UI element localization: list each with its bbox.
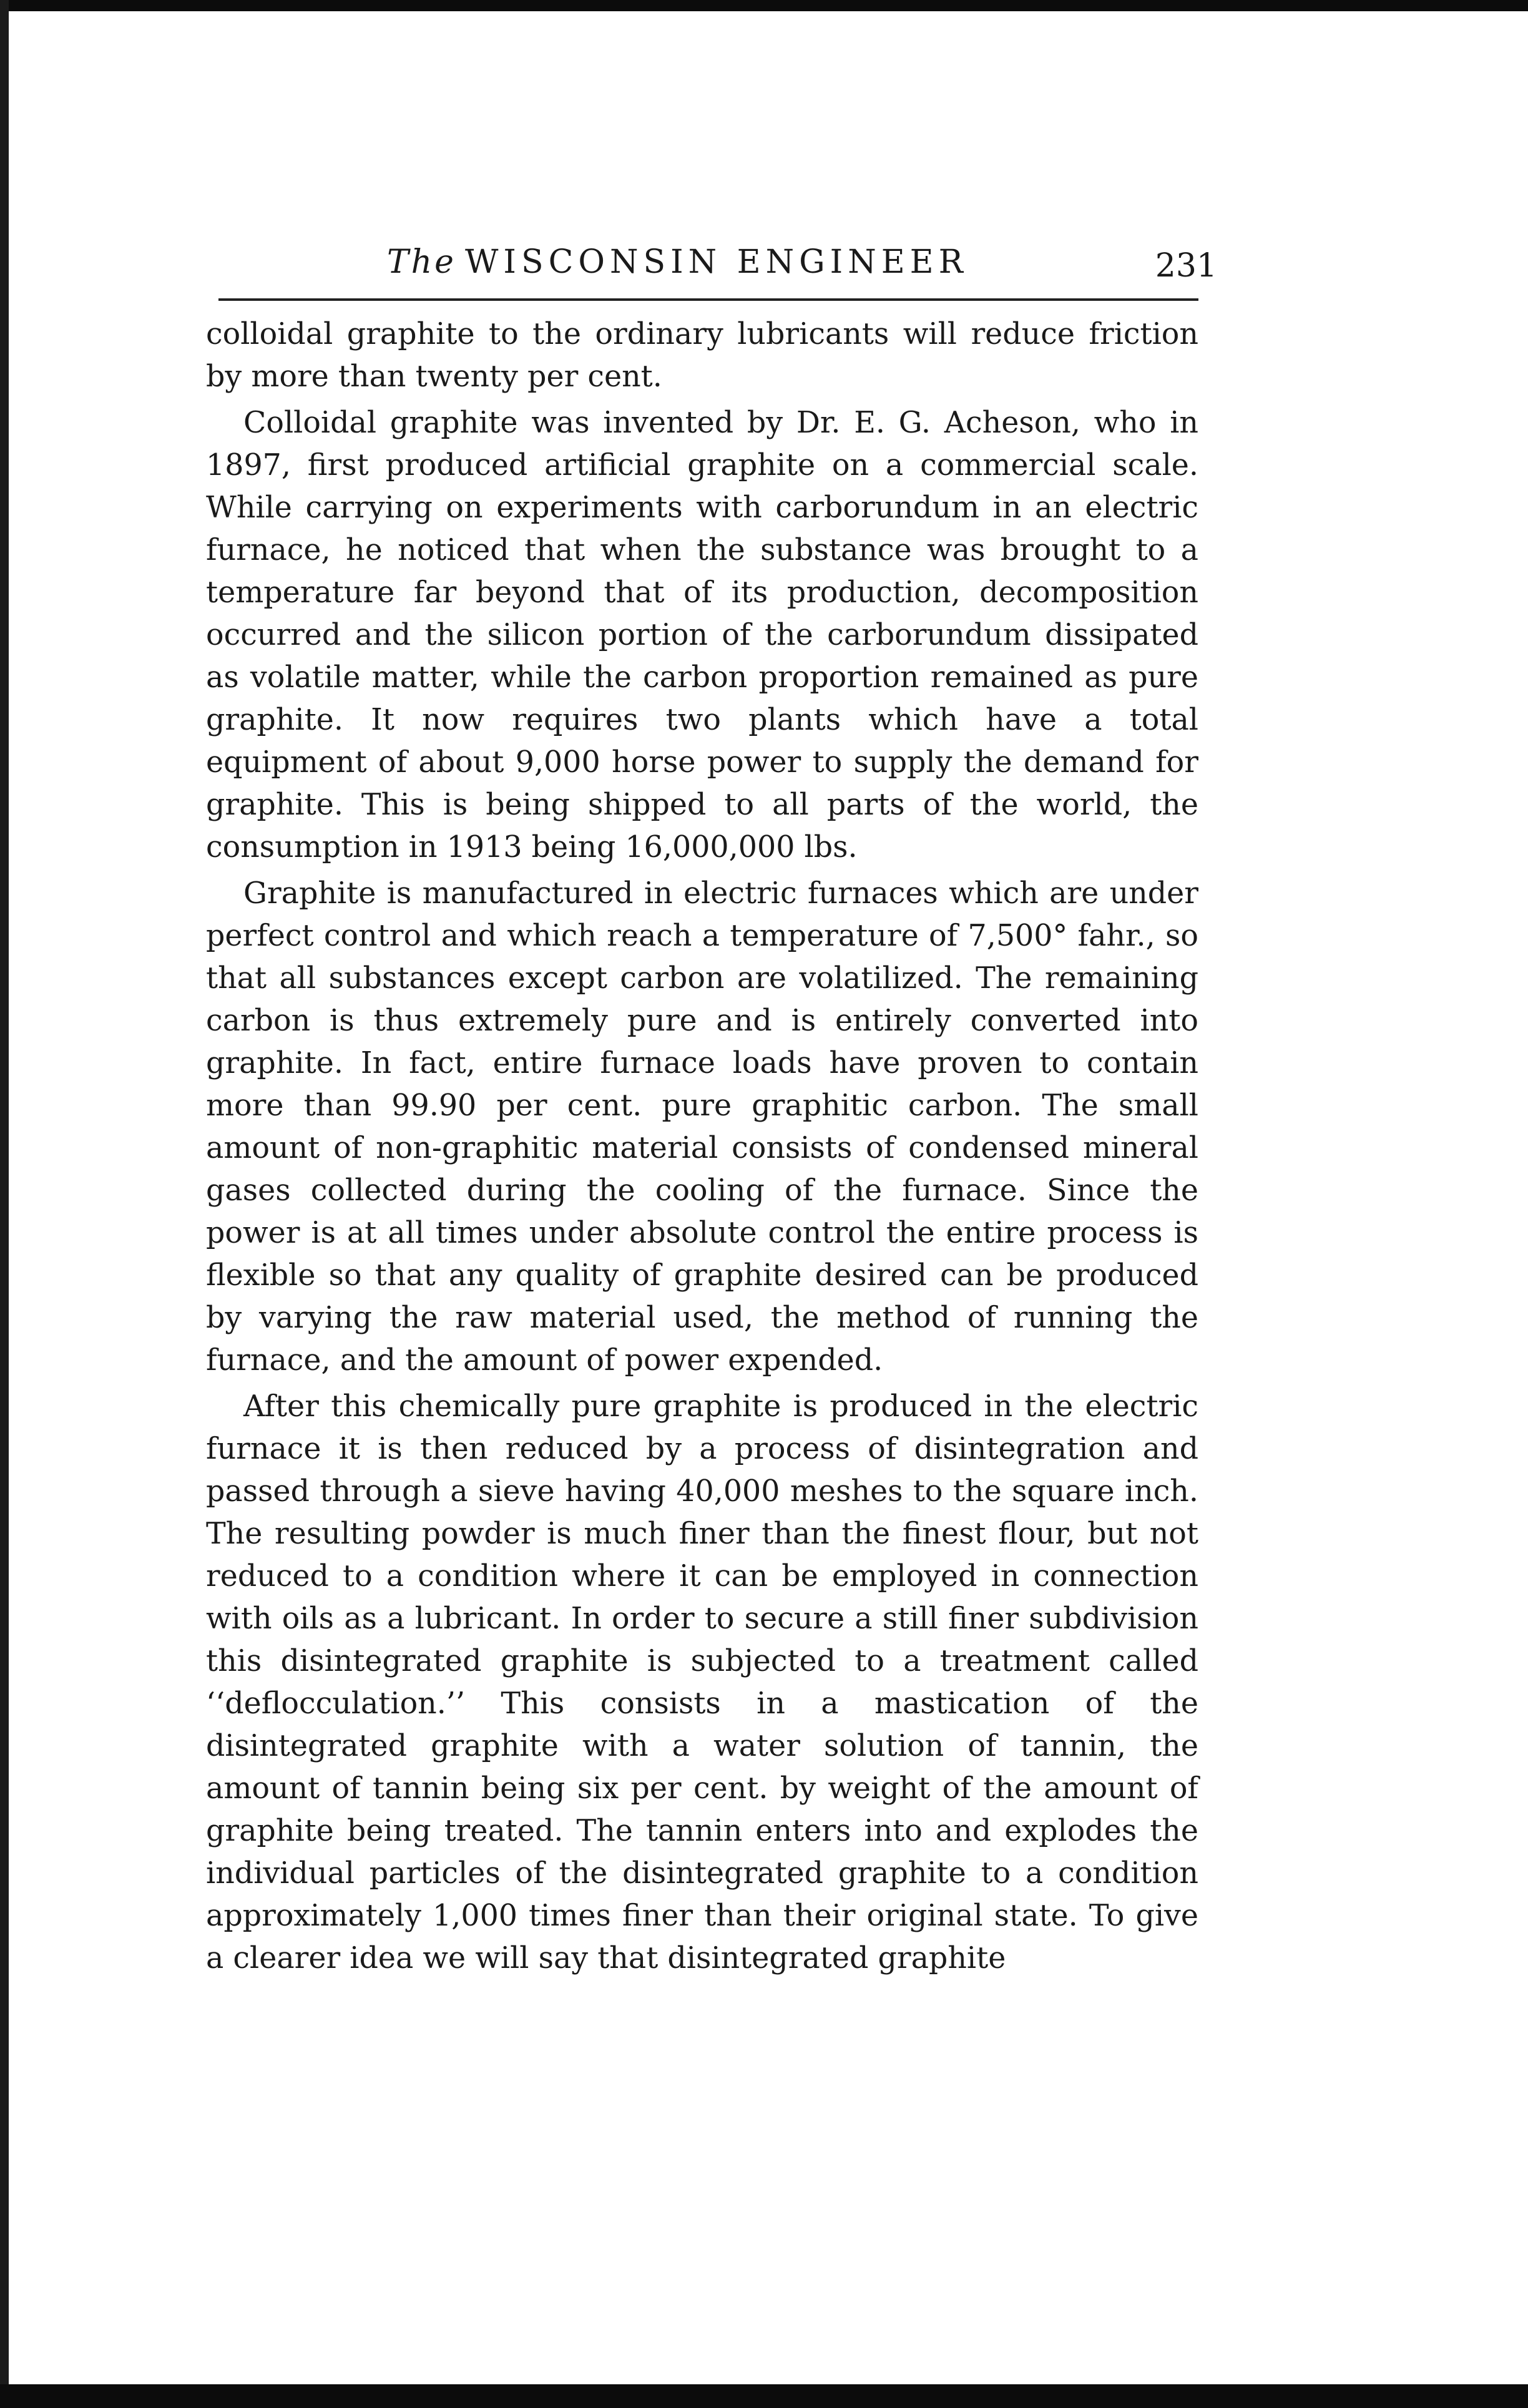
paragraph: Colloidal graphite was invented by Dr. E. G. Acheson, who in 1897, first produced artificial graphite on a commercial scale. While carrying on experiments with carborundum in an electric furnace, he noticed that when the substance was brought to a temperature far beyond that of its production, decomposition occurred and the silicon portion of the carborundum dissipated as volatile matter, while the carbon proportion remained as pure graphite. It now requires two plants which have a total equipment of about 9,000 horse power to supply the demand for graphite. This is being shipped to all parts of the world, the consumption in 1913 being 16,000,000 lbs. [206,406,1198,864]
paragraph: colloidal graphite to the ordinary lubricants will reduce friction by more than twenty per cent. [206,317,1198,394]
running-header [206,243,1217,293]
article-body [206,313,1198,1980]
journal-title [387,243,968,281]
scan-border-bottom [0,2384,1528,2408]
paragraph: Graphite is manufactured in electric furnaces which are under perfect control and which reach a temperature of 7,500° fahr., so that all substances except carbon are volatilized. The remaining carbon is thus extremely pure and is entirely converted into graphite. In fact, entire furnace loads have proven to contain more than 99.90 per cent. pure graphitic carbon. The small amount of non-graphitic material consists of condensed mineral gases collected during the cooling of the furnace. Since the power is at all times under absolute control the entire process is flexible so that any quality of graphite desired can be produced by varying the raw material used, the method of running the furnace, and the amount of power expended. [206,876,1198,1378]
journal-title-name: WISCONSIN ENGINEER [464,243,968,281]
paragraph: After this chemically pure graphite is produced in the electric furnace it is then reduced by a process of disintegration and passed through a sieve having 40,000 meshes to the square inch. The resulting powder is much finer than the finest flour, but not reduced to a condition where it can be employed in connection with oils as a lubricant. In order to secure a still finer subdivision this disintegrated graphite is subjected to a treatment called ‘‘deflocculation.’’ This consists in a mastication of the disintegrated graphite with a water solution of tannin, the amount of tannin being six per cent. by weight of the amount of graphite being treated. The tannin enters into and explodes the individual particles of the disintegrated graphite to a condition approximately 1,000 times finer than their original state. To give a clearer idea we will say that disintegrated graphite [206,1389,1198,1975]
scan-border-left [0,0,9,2408]
header-rule [218,298,1198,301]
journal-title-article: The [387,243,456,281]
page-number: 231 [1155,247,1217,285]
page [206,243,1217,1984]
scan-border-top [0,0,1528,11]
